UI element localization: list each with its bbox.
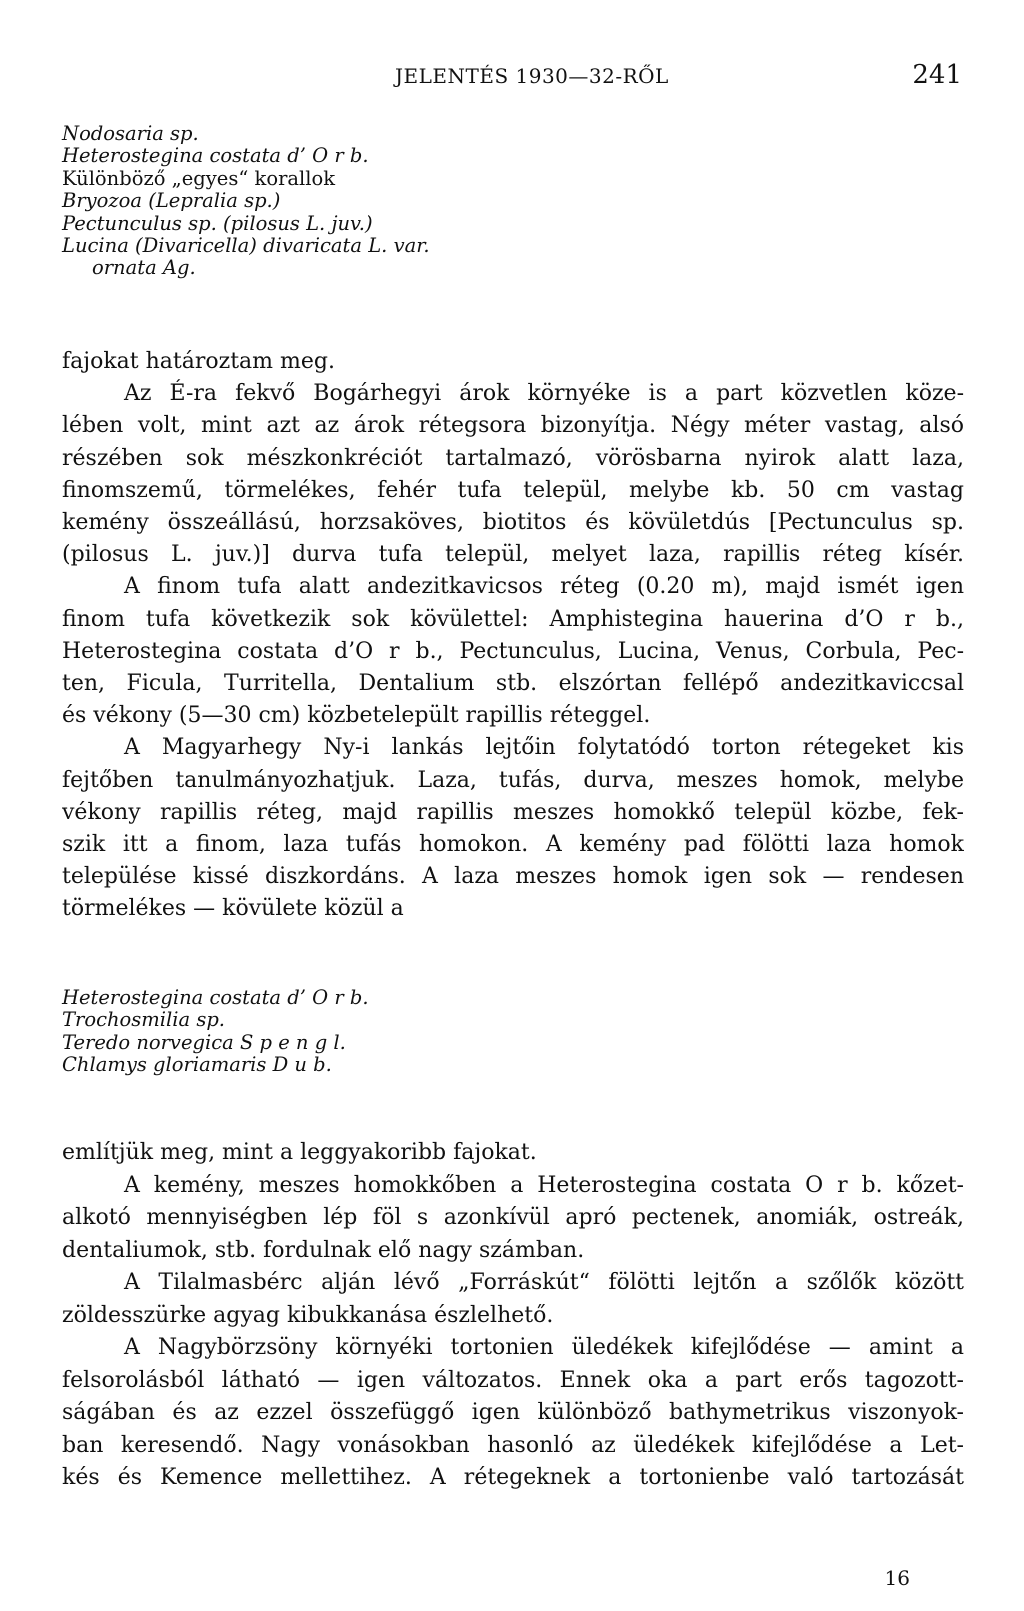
- list-item: Heterostegina costata d’ O r b.: [62, 986, 369, 1009]
- text-line: alkotó mennyiségben lép föl s azonkívül apró pectenek, anomiák, ostreák,: [62, 1205, 964, 1230]
- list-item: Pectunculus sp. (pilosus L. juv.): [62, 211, 373, 235]
- list-item: Lucina (Divaricella) divaricata L. var.: [62, 234, 430, 258]
- text-line: dentaliumok, stb. fordulnak elő nagy számban.: [62, 1237, 585, 1263]
- list-item: Nodosaria sp.: [62, 122, 199, 145]
- text-line: felsorolásból látható — igen változatos. Ennek oka a part erős tagozott-: [62, 1367, 964, 1393]
- text-line: A Tilalmasbérc alján lévő „Forráskút“ fölötti lejtőn a szőlők között: [124, 1270, 964, 1295]
- text-line: és vékony (5—30 cm) közbetelepült rapillis réteggel.: [62, 703, 651, 729]
- page-number: 241: [912, 60, 962, 90]
- list-item: Bryozoa (Lepralia sp.): [62, 189, 281, 213]
- text-line: ten, Ficula, Turritella, Dentalium stb. elszórtan fellépő andezitkaviccsal: [62, 671, 964, 697]
- text-line: lében volt, mint azt az árok rétegsora bizonyítja. Négy méter vastag, alsó: [62, 413, 964, 439]
- text-line: fajokat határoztam meg.: [62, 349, 335, 374]
- text-line: A Nagybörzsöny környéki tortonien üledékek kifejlődése — amint a: [124, 1335, 964, 1360]
- text-line: kemény összeállású, horzsaköves, biotitos és kövületdús [Pectunculus sp.: [62, 510, 964, 536]
- text-line: vékony rapillis réteg, majd rapillis meszes homokkő települ közbe, fek-: [62, 799, 964, 825]
- text-line: A finom tufa alatt andezitkavicsos réteg (0.20 m), majd ismét igen: [124, 574, 964, 600]
- text-line: fejtőben tanulmányozhatjuk. Laza, tufás, durva, meszes homok, melybe: [62, 767, 964, 793]
- text-line: részében sok mészkonkréciót tartalmazó, vörösbarna nyirok alatt laza,: [62, 445, 964, 471]
- list-item: Különböző „egyes“ korallok: [62, 166, 336, 190]
- list-item: ornata Ag.: [92, 256, 196, 280]
- list-item: Chlamys gloriamaris D u b.: [62, 1053, 332, 1077]
- running-head: JELENTÉS 1930—32-RŐL: [395, 64, 669, 88]
- text-line: kés és Kemence mellettihez. A rétegeknek a tortonienbe való tartozását: [62, 1465, 964, 1490]
- list-item: Trochosmilia sp.: [62, 1008, 226, 1032]
- text-line: települése kissé diszkordáns. A laza meszes homok igen sok — rendesen: [62, 864, 964, 890]
- text-line: A Magyarhegy Ny-i lankás lejtőin folytatódó torton rétegeket kis: [124, 735, 964, 761]
- text-line: Az É-ra fekvő Bogárhegyi árok környéke is a part közvetlen köze-: [124, 381, 964, 407]
- body-paragraph-2: [62, 1137, 964, 1495]
- species-list-1: [62, 123, 430, 280]
- text-line: törmelékes — kövülete közül a: [62, 896, 404, 922]
- text-line: finom tufa következik sok kövülettel: Amphistegina hauerina d’O r b.,: [62, 606, 964, 632]
- text-line: finomszemű, törmelékes, fehér tufa települ, melybe kb. 50 cm vastag: [62, 477, 964, 503]
- species-list-2: [62, 987, 369, 1077]
- text-line: A kemény, meszes homokkőben a Heterostegina costata O r b. kőzet-: [124, 1172, 964, 1198]
- text-line: ságában és az ezzel összefüggő igen különböző bathymetrikus viszonyok-: [62, 1400, 964, 1425]
- text-line: (pilosus L. juv.)] durva tufa települ, melyet laza, rapillis réteg kísér.: [62, 542, 964, 568]
- body-paragraph-1: [62, 346, 964, 926]
- text-line: Heterostegina costata d’O r b., Pectunculus, Lucina, Venus, Corbula, Pec-: [62, 638, 964, 664]
- list-item: Heterostegina costata d’ O r b.: [62, 144, 369, 168]
- text-line: említjük meg, mint a leggyakoribb fajokat.: [62, 1140, 537, 1165]
- text-line: szik itt a finom, laza tufás homokon. A kemény pad fölötti laza homok: [62, 832, 964, 858]
- page-header: [0, 60, 1024, 100]
- list-item: Teredo norvegica S p e n g l.: [62, 1030, 346, 1054]
- text-line: ban keresendő. Nagy vonásokban hasonló az üledékek kifejlődése a Let-: [62, 1432, 964, 1458]
- text-line: zöldesszürke agyag kibukkanása észlelhető.: [62, 1302, 554, 1328]
- signature-mark: 16: [884, 1566, 910, 1590]
